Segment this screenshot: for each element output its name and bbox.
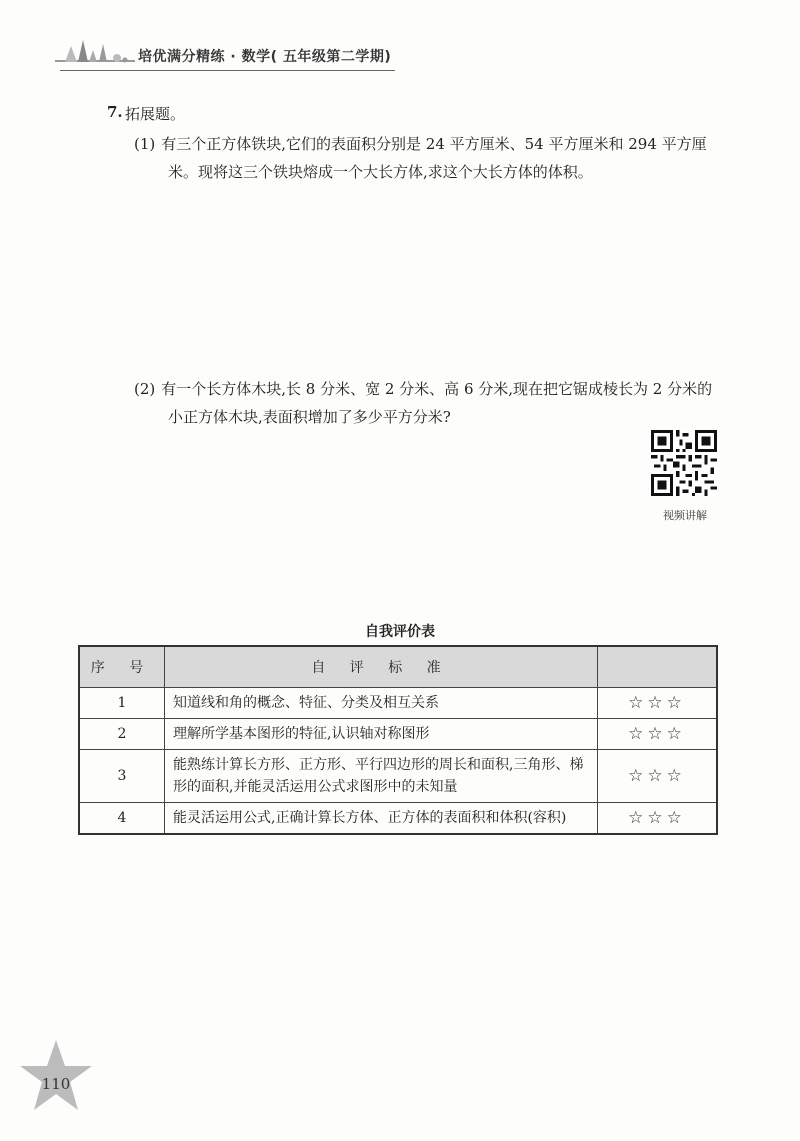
question-title: 拓展题。	[125, 105, 186, 123]
header-title: 培优满分精练 · 数学( 五年级第二学期)	[138, 49, 392, 65]
row-number: 3	[79, 750, 165, 803]
row-standard: 知道线和角的概念、特征、分类及相互关系	[165, 688, 598, 719]
part-text-line-1: 有一个长方体木块,长 8 分米、宽 2 分米、高 6 分米,现在把它锯成棱长为 2 分米的	[161, 380, 713, 398]
row-standard: 能灵活运用公式,正确计算长方体、正方体的表面积和体积(容积)	[165, 803, 598, 835]
header-rating	[598, 646, 718, 688]
row-number: 4	[79, 803, 165, 835]
part-text-line-1: 有三个正方体铁块,它们的表面积分别是 24 平方厘米、54 平方厘米和 294 平方厘	[161, 135, 707, 153]
table-title: 自我评价表	[365, 624, 435, 640]
question-part-1	[134, 130, 734, 186]
table-row	[79, 803, 717, 835]
qr-caption: 视频讲解	[663, 509, 707, 522]
page-header	[0, 0, 800, 90]
part-text-line-2: 小正方体木块,表面积增加了多少平方分米?	[168, 408, 451, 426]
star-rating[interactable]: ☆☆☆	[598, 688, 718, 719]
star-rating[interactable]: ☆☆☆	[598, 719, 718, 750]
self-evaluation-table	[78, 645, 718, 835]
row-number: 2	[79, 719, 165, 750]
part-label: (1)	[134, 135, 156, 153]
star-rating[interactable]: ☆☆☆	[598, 750, 718, 803]
page-number: 110	[41, 1075, 71, 1093]
table-header-row	[79, 646, 717, 688]
header-standard: 自 评 标 准	[165, 646, 598, 688]
row-standard: 理解所学基本图形的特征,认识轴对称图形	[165, 719, 598, 750]
row-number: 1	[79, 688, 165, 719]
header-number: 序 号	[79, 646, 165, 688]
pencils-decoration-icon	[45, 38, 135, 74]
qr-code-icon[interactable]	[651, 430, 717, 496]
part-text-line-2: 米。现将这三个铁块熔成一个大长方体,求这个大长方体的体积。	[168, 163, 593, 181]
question-part-2	[134, 375, 734, 431]
part-label: (2)	[134, 380, 156, 398]
table-row	[79, 750, 717, 803]
star-rating[interactable]: ☆☆☆	[598, 803, 718, 835]
question-number: 7.	[107, 103, 123, 121]
table-row	[79, 719, 717, 750]
row-standard: 能熟练计算长方形、正方形、平行四边形的周长和面积,三角形、梯形的面积,并能灵活运用公式求图形中的未知量	[165, 750, 598, 803]
header-divider	[60, 70, 395, 71]
table-row	[79, 688, 717, 719]
